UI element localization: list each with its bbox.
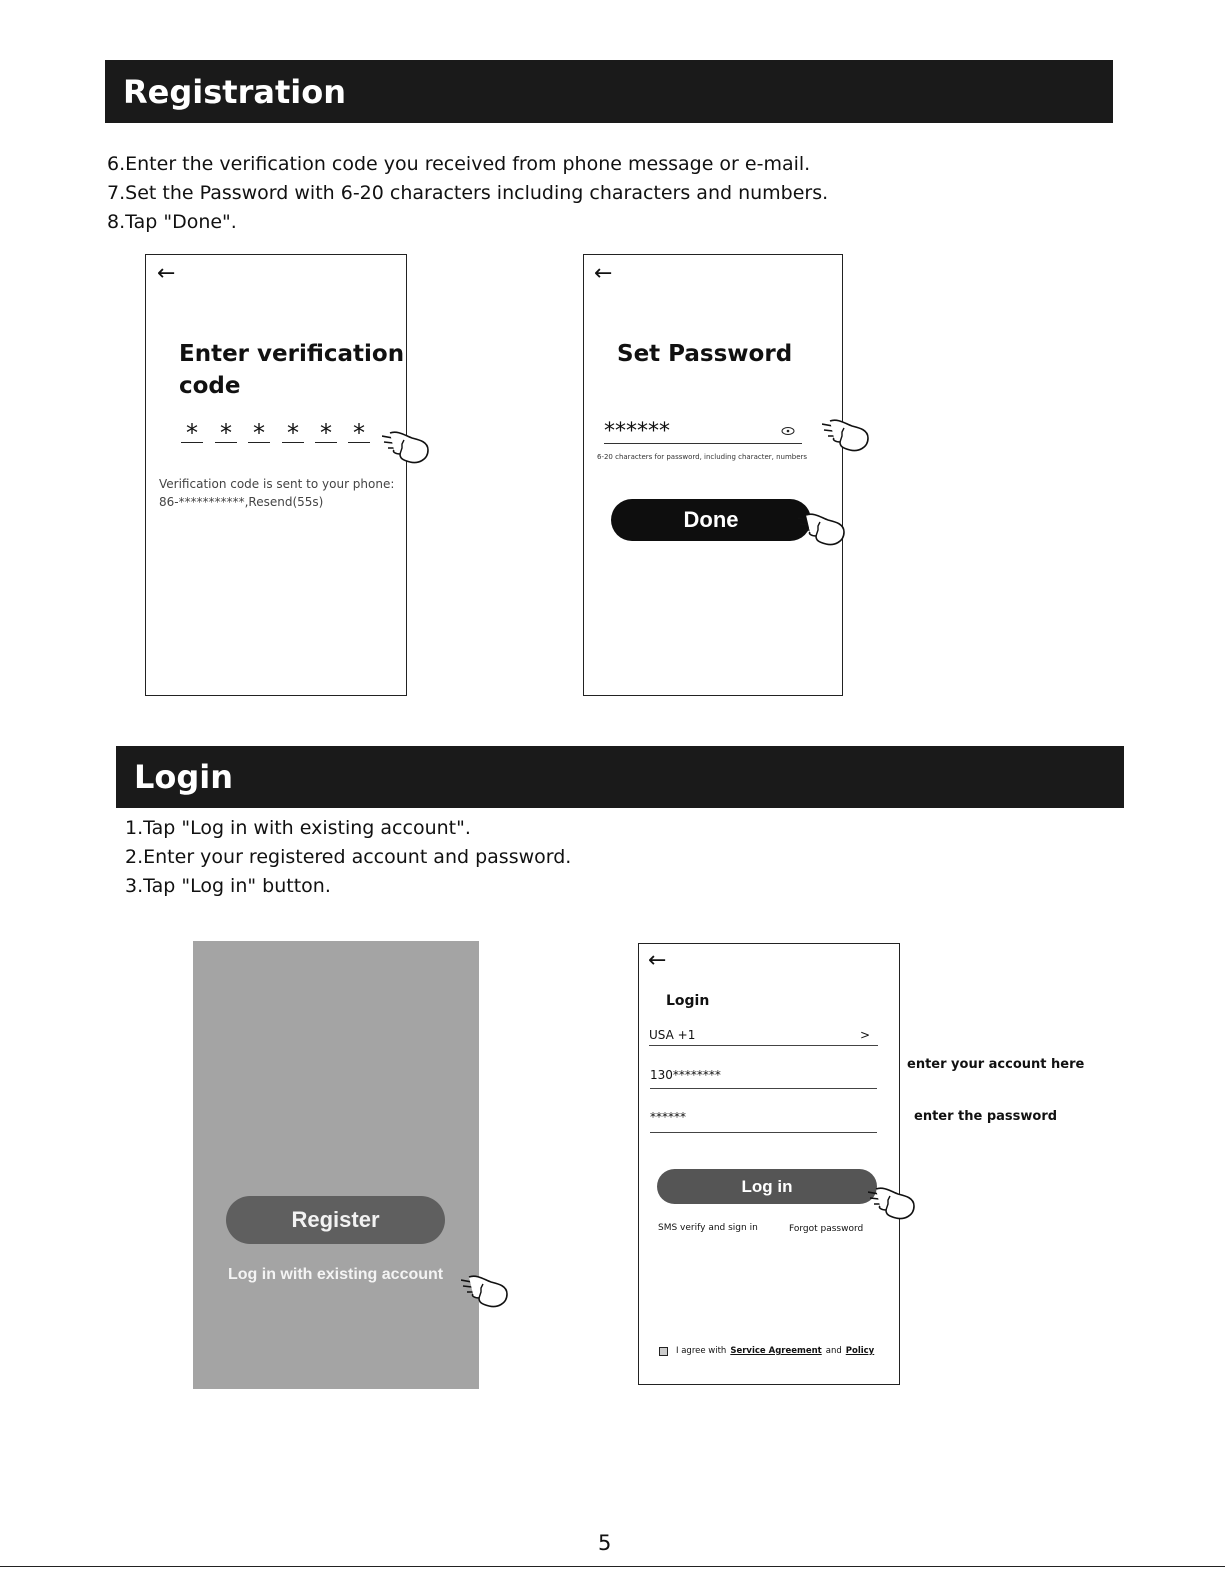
welcome-phone-screen [193,941,479,1389]
verification-code-input[interactable] [181,418,381,448]
account-annotation: enter your account here [907,1057,1085,1072]
code-digit: * [315,418,337,443]
account-value: 130******** [650,1068,721,1082]
agree-prefix: I agree with [676,1346,727,1356]
code-digit: * [282,418,304,443]
code-digit: * [181,418,203,443]
resend-countdown[interactable]: 86-***********,Resend(55s) [159,495,324,509]
registration-step-7: 7.Set the Password with 6-20 characters including characters and numbers. [107,182,829,204]
login-step-2: 2.Enter your registered account and password. [125,846,572,868]
back-arrow-icon[interactable]: ← [648,948,667,973]
set-password-title: Set Password [617,341,793,367]
existing-account-link[interactable]: Log in with existing account [228,1266,444,1283]
footer-rule [0,1566,1225,1567]
password-input[interactable] [650,1110,877,1133]
registration-step-8: 8.Tap "Done". [107,211,237,233]
login-title: Login [666,993,710,1009]
registration-heading: Registration [123,72,346,111]
login-heading: Login [134,758,234,796]
country-selector[interactable] [649,1028,878,1046]
register-button[interactable] [226,1196,445,1244]
register-label: Register [291,1207,380,1232]
login-label: Log in [741,1176,793,1196]
pointing-hand-icon [382,430,432,466]
service-agreement-link[interactable]: Service Agreement [730,1346,822,1356]
account-input[interactable] [650,1068,877,1089]
login-button[interactable] [657,1169,877,1204]
code-digit: * [348,418,370,443]
registration-step-6: 6.Enter the verification code you received from phone message or e-mail. [107,153,811,175]
policy-link[interactable]: Policy [845,1346,875,1356]
password-annotation: enter the password [914,1109,1058,1124]
back-arrow-icon[interactable]: ← [157,261,176,286]
done-label: Done [683,507,739,532]
back-arrow-icon[interactable]: ← [594,261,613,286]
eye-icon[interactable] [781,426,795,436]
pointing-hand-icon [461,1274,511,1310]
verification-title-line2: code [179,373,241,399]
login-step-1: 1.Tap "Log in with existing account". [125,817,471,839]
verification-title [179,338,404,402]
password-value: ****** [604,419,670,444]
pointing-hand-icon [798,512,848,548]
password-value: ****** [650,1110,686,1124]
registration-heading-bar [105,60,1113,123]
verification-info-line1: Verification code is sent to your phone: [159,477,395,491]
page-number: 5 [598,1531,612,1555]
chevron-right-icon: > [859,1028,870,1042]
verification-title-line1: Enter verification [179,341,405,367]
login-steps [125,814,571,901]
code-digit: * [215,418,237,443]
code-digit: * [248,418,270,443]
password-phone-screen [583,254,843,696]
verification-info [159,475,394,511]
pointing-hand-icon [822,418,872,454]
agree-and: and [825,1346,842,1356]
login-step-3: 3.Tap "Log in" button. [125,875,331,897]
password-field[interactable] [604,417,802,444]
agreement-row [659,1346,874,1356]
agree-checkbox[interactable] [659,1347,668,1356]
registration-steps [107,150,828,237]
sms-signin-link[interactable]: SMS verify and sign in [658,1223,758,1233]
login-phone-screen [638,943,900,1385]
done-button[interactable] [611,499,811,541]
forgot-password-link[interactable]: Forgot password [789,1224,864,1234]
country-value: USA +1 [649,1028,696,1042]
verification-phone-screen [145,254,407,696]
password-hint: 6-20 characters for password, including character, numbers [597,453,808,461]
pointing-hand-icon [868,1186,918,1222]
login-heading-bar [116,746,1124,808]
